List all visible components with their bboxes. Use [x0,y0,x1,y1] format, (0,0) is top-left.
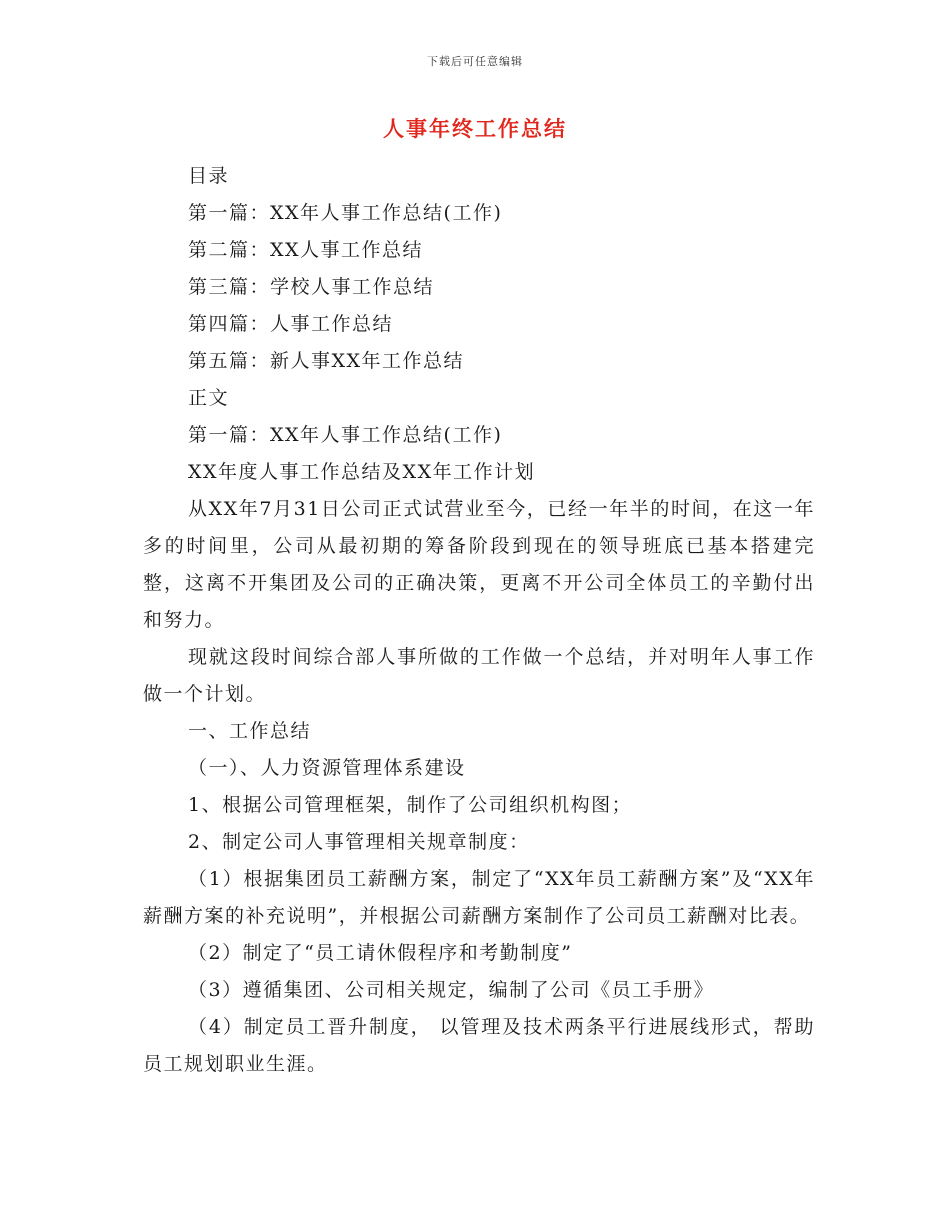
toc-item-5: 第五篇：新人事XX年工作总结 [188,350,465,372]
list-item-1: 1、根据公司管理框架，制作了公司组织机构图； [188,794,633,816]
document-title: 人事年终工作总结 [383,117,567,141]
toc-item-4: 第四篇：人事工作总结 [188,313,394,335]
paragraph-1: 从XX年7月31日公司正式试营业至今，已经一年半的时间，在这一年多的时间里，公司从最初期的筹备阶段到现在的领导班底已基本搭建完整，这离不开集团及公司的正确决策，更离不开公司全体员工的辛勤付出和努力。 [143,498,815,631]
paragraph-2: 现就这段时间综合部人事所做的工作做一个总结，并对明年人事工作做一个计划。 [143,646,815,705]
subtitle: XX年度人事工作总结及XX年工作计划 [188,461,536,483]
sub-item-1: （1）根据集团员工薪酬方案，制定了“XX年员工薪酬方案”及“XX年薪酬方案的补充说明”，并根据公司薪酬方案制作了公司员工薪酬对比表。 [143,868,815,927]
toc-item-2: 第二篇：XX人事工作总结 [188,239,424,261]
subsection-heading-1: （一）、人力资源管理体系建设 [188,757,466,779]
toc-item-1: 第一篇：XX年人事工作总结(工作) [188,202,503,224]
document-body [143,158,815,1083]
header-note: 下载后可任意编辑 [427,55,523,68]
part1-title: 第一篇：XX年人事工作总结(工作) [188,424,503,446]
toc-item-3: 第三篇：学校人事工作总结 [188,276,435,298]
toc-heading: 目录 [188,165,230,187]
sub-item-4: （4）制定员工晋升制度， 以管理及技术两条平行进展线形式，帮助员工规划职业生涯。 [143,1016,815,1075]
body-heading: 正文 [188,387,230,409]
list-item-2: 2、制定公司人事管理相关规章制度： [188,831,530,853]
section-heading-1: 一、工作总结 [188,720,312,742]
sub-item-3: （3）遵循集团、公司相关规定，编制了公司《员工手册》 [188,979,715,1001]
sub-item-2: （2）制定了“员工请休假程序和考勤制度” [188,942,573,964]
